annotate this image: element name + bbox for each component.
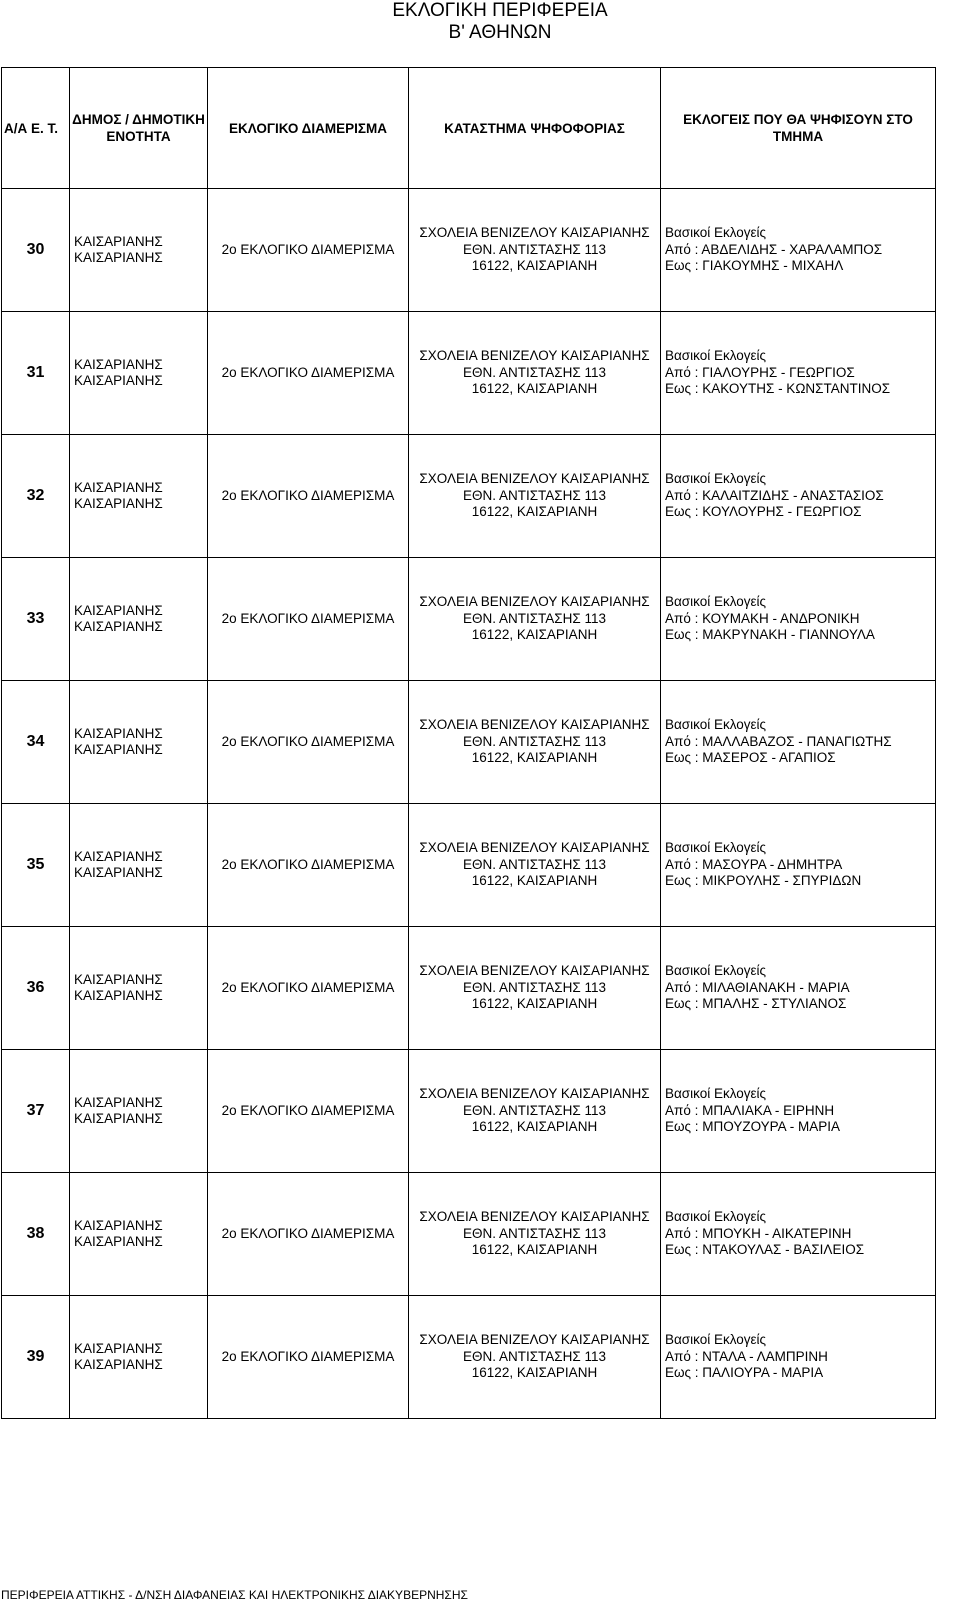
station-address: ΕΘΝ. ΑΝΤΙΣΤΑΣΗΣ 113 xyxy=(462,979,607,995)
municipality-cell xyxy=(70,927,208,1050)
district-cell: 2ο ΕΚΛΟΓΙΚΟ ΔΙΑΜΕΡΙΣΜΑ xyxy=(208,927,409,1050)
municipal-unit-name: ΚΑΙΣΑΡΙΑΝΗΣ xyxy=(74,496,163,511)
station-cell xyxy=(409,927,661,1050)
station-address: ΕΘΝ. ΑΝΤΙΣΤΑΣΗΣ 113 xyxy=(462,610,607,626)
page-footer: ΠΕΡΙΦΕΡΕΙΑ ΑΤΤΙΚΗΣ - Δ/ΝΣΗ ΔΙΑΦΑΝΕΙΑΣ ΚΑΙ ΗΛΕΚΤΡΟΝΙΚΗΣ ΔΙΑΚΥΒΕΡΝΗΣΗΣ xyxy=(1,1588,468,1602)
station-address: ΕΘΝ. ΑΝΤΙΣΤΑΣΗΣ 113 xyxy=(462,1225,607,1241)
voters-type: Βασικοί Εκλογείς xyxy=(665,840,767,856)
station-cell xyxy=(409,558,661,681)
table-row xyxy=(2,804,936,927)
voters-from: Από : ΜΑΛΛΑΒΑΖΟΣ - ΠΑΝΑΓΙΩΤΗΣ xyxy=(665,733,892,749)
station-name: ΣΧΟΛΕΙΑ ΒΕΝΙΖΕΛΟΥ ΚΑΙΣΑΡΙΑΝΗΣ xyxy=(419,225,650,241)
municipality-name: ΚΑΙΣΑΡΙΑΝΗΣ xyxy=(74,602,163,618)
municipality-cell xyxy=(70,312,208,435)
station-postcode: 16122, ΚΑΙΣΑΡΙΑΝΗ xyxy=(471,1242,598,1258)
column-header-voters: ΕΚΛΟΓΕΙΣ ΠΟΥ ΘΑ ΨΗΦΙΣΟΥΝ ΣΤΟ ΤΜΗΜΑ xyxy=(661,68,936,189)
municipality-cell xyxy=(70,558,208,681)
station-name: ΣΧΟΛΕΙΑ ΒΕΝΙΖΕΛΟΥ ΚΑΙΣΑΡΙΑΝΗΣ xyxy=(419,471,650,487)
voters-from: Από : ΜΑΣΟΥΡΑ - ΔΗΜΗΤΡΑ xyxy=(665,856,843,872)
voters-cell xyxy=(661,189,936,312)
station-address: ΕΘΝ. ΑΝΤΙΣΤΑΣΗΣ 113 xyxy=(462,856,607,872)
voters-type: Βασικοί Εκλογείς xyxy=(665,1209,767,1225)
station-name: ΣΧΟΛΕΙΑ ΒΕΝΙΖΕΛΟΥ ΚΑΙΣΑΡΙΑΝΗΣ xyxy=(419,1209,650,1225)
municipality-name: ΚΑΙΣΑΡΙΑΝΗΣ xyxy=(74,971,163,987)
table-row xyxy=(2,1050,936,1173)
municipality-name: ΚΑΙΣΑΡΙΑΝΗΣ xyxy=(74,479,163,495)
voters-type: Βασικοί Εκλογείς xyxy=(665,594,767,610)
district-cell: 2ο ΕΚΛΟΓΙΚΟ ΔΙΑΜΕΡΙΣΜΑ xyxy=(208,1296,409,1419)
municipality-name: ΚΑΙΣΑΡΙΑΝΗΣ xyxy=(74,1340,163,1356)
page-title-line1: ΕΚΛΟΓΙΚΗ ΠΕΡΙΦΕΡΕΙΑ xyxy=(392,0,608,21)
table-row xyxy=(2,312,936,435)
station-address: ΕΘΝ. ΑΝΤΙΣΤΑΣΗΣ 113 xyxy=(462,364,607,380)
row-number: 38 xyxy=(2,1173,70,1296)
municipality-cell xyxy=(70,189,208,312)
voters-from: Από : ΓΙΑΛΟΥΡΗΣ - ΓΕΩΡΓΙΟΣ xyxy=(665,364,855,380)
station-address: ΕΘΝ. ΑΝΤΙΣΤΑΣΗΣ 113 xyxy=(462,1348,607,1364)
voters-cell xyxy=(661,1173,936,1296)
row-number: 35 xyxy=(2,804,70,927)
voters-type: Βασικοί Εκλογείς xyxy=(665,717,767,733)
municipal-unit-name: ΚΑΙΣΑΡΙΑΝΗΣ xyxy=(74,1111,163,1126)
voters-to: Εως : ΜΑΚΡΥΝΑΚΗ - ΓΙΑΝΝΟΥΛΑ xyxy=(665,627,875,643)
voters-cell xyxy=(661,312,936,435)
column-header-station: ΚΑΤΑΣΤΗΜΑ ΨΗΦΟΦΟΡΙΑΣ xyxy=(409,68,661,189)
voters-to: Εως : ΜΠΑΛΗΣ - ΣΤΥΛΙΑΝΟΣ xyxy=(665,996,847,1012)
row-number: 37 xyxy=(2,1050,70,1173)
voters-to: Εως : ΝΤΑΚΟΥΛΑΣ - ΒΑΣΙΛΕΙΟΣ xyxy=(665,1242,865,1258)
station-cell xyxy=(409,1296,661,1419)
municipal-unit-name: ΚΑΙΣΑΡΙΑΝΗΣ xyxy=(74,373,163,388)
station-postcode: 16122, ΚΑΙΣΑΡΙΑΝΗ xyxy=(471,996,598,1012)
voters-from: Από : ΑΒΔΕΛΙΔΗΣ - ΧΑΡΑΛΑΜΠΟΣ xyxy=(665,241,883,257)
station-cell xyxy=(409,1050,661,1173)
station-address: ΕΘΝ. ΑΝΤΙΣΤΑΣΗΣ 113 xyxy=(462,241,607,257)
station-postcode: 16122, ΚΑΙΣΑΡΙΑΝΗ xyxy=(471,1119,598,1135)
voters-to: Εως : ΚΟΥΛΟΥΡΗΣ - ΓΕΩΡΓΙΟΣ xyxy=(665,504,862,520)
voters-to: Εως : ΜΑΣΕΡΟΣ - ΑΓΑΠΙΟΣ xyxy=(665,750,836,766)
district-cell: 2ο ΕΚΛΟΓΙΚΟ ΔΙΑΜΕΡΙΣΜΑ xyxy=(208,1050,409,1173)
voters-from: Από : ΜΠΟΥΚΗ - ΑΙΚΑΤΕΡΙΝΗ xyxy=(665,1225,852,1241)
municipal-unit-name: ΚΑΙΣΑΡΙΑΝΗΣ xyxy=(74,1234,163,1249)
station-address: ΕΘΝ. ΑΝΤΙΣΤΑΣΗΣ 113 xyxy=(462,733,607,749)
table-row xyxy=(2,1173,936,1296)
station-name: ΣΧΟΛΕΙΑ ΒΕΝΙΖΕΛΟΥ ΚΑΙΣΑΡΙΑΝΗΣ xyxy=(419,963,650,979)
municipality-name: ΚΑΙΣΑΡΙΑΝΗΣ xyxy=(74,1094,163,1110)
station-postcode: 16122, ΚΑΙΣΑΡΙΑΝΗ xyxy=(471,627,598,643)
voters-type: Βασικοί Εκλογείς xyxy=(665,225,767,241)
district-cell: 2ο ΕΚΛΟΓΙΚΟ ΔΙΑΜΕΡΙΣΜΑ xyxy=(208,681,409,804)
row-number: 39 xyxy=(2,1296,70,1419)
district-cell: 2ο ΕΚΛΟΓΙΚΟ ΔΙΑΜΕΡΙΣΜΑ xyxy=(208,189,409,312)
voters-type: Βασικοί Εκλογείς xyxy=(665,1332,767,1348)
voters-cell xyxy=(661,435,936,558)
voters-type: Βασικοί Εκλογείς xyxy=(665,471,767,487)
voters-type: Βασικοί Εκλογείς xyxy=(665,963,767,979)
station-cell xyxy=(409,804,661,927)
municipality-name: ΚΑΙΣΑΡΙΑΝΗΣ xyxy=(74,1217,163,1233)
voters-cell xyxy=(661,927,936,1050)
municipality-name: ΚΑΙΣΑΡΙΑΝΗΣ xyxy=(74,848,163,864)
page-title xyxy=(0,0,960,44)
voters-to: Εως : ΚΑΚΟΥΤΗΣ - ΚΩΝΣΤΑΝΤΙΝΟΣ xyxy=(665,381,891,397)
station-name: ΣΧΟΛΕΙΑ ΒΕΝΙΖΕΛΟΥ ΚΑΙΣΑΡΙΑΝΗΣ xyxy=(419,594,650,610)
station-cell xyxy=(409,312,661,435)
polling-stations-table xyxy=(1,67,936,1419)
station-name: ΣΧΟΛΕΙΑ ΒΕΝΙΖΕΛΟΥ ΚΑΙΣΑΡΙΑΝΗΣ xyxy=(419,717,650,733)
table-row xyxy=(2,1296,936,1419)
station-cell xyxy=(409,1173,661,1296)
row-number: 34 xyxy=(2,681,70,804)
row-number: 33 xyxy=(2,558,70,681)
voters-cell xyxy=(661,1296,936,1419)
voters-from: Από : ΚΑΛΑΙΤΖΙΔΗΣ - ΑΝΑΣΤΑΣΙΟΣ xyxy=(665,487,884,503)
station-cell xyxy=(409,189,661,312)
page-title-line2: Β' ΑΘΗΝΩΝ xyxy=(448,22,552,43)
row-number: 36 xyxy=(2,927,70,1050)
station-cell xyxy=(409,681,661,804)
district-cell: 2ο ΕΚΛΟΓΙΚΟ ΔΙΑΜΕΡΙΣΜΑ xyxy=(208,1173,409,1296)
station-name: ΣΧΟΛΕΙΑ ΒΕΝΙΖΕΛΟΥ ΚΑΙΣΑΡΙΑΝΗΣ xyxy=(419,840,650,856)
table-row xyxy=(2,681,936,804)
voters-cell xyxy=(661,681,936,804)
station-postcode: 16122, ΚΑΙΣΑΡΙΑΝΗ xyxy=(471,1365,598,1381)
table-row xyxy=(2,189,936,312)
municipal-unit-name: ΚΑΙΣΑΡΙΑΝΗΣ xyxy=(74,865,163,880)
voters-to: Εως : ΜΠΟΥΖΟΥΡΑ - ΜΑΡΙΑ xyxy=(665,1119,840,1135)
table-row xyxy=(2,927,936,1050)
voters-from: Από : ΜΙΛΑΘΙΑΝΑΚΗ - ΜΑΡΙΑ xyxy=(665,979,850,995)
station-cell xyxy=(409,435,661,558)
station-postcode: 16122, ΚΑΙΣΑΡΙΑΝΗ xyxy=(471,504,598,520)
column-header-municipality: ΔΗΜΟΣ / ΔΗΜΟΤΙΚΗ ΕΝΟΤΗΤΑ xyxy=(70,68,208,189)
station-address: ΕΘΝ. ΑΝΤΙΣΤΑΣΗΣ 113 xyxy=(462,487,607,503)
voters-from: Από : ΜΠΑΛΙΑΚΑ - ΕΙΡΗΝΗ xyxy=(665,1102,835,1118)
row-number: 31 xyxy=(2,312,70,435)
municipality-cell xyxy=(70,435,208,558)
municipality-name: ΚΑΙΣΑΡΙΑΝΗΣ xyxy=(74,233,163,249)
municipal-unit-name: ΚΑΙΣΑΡΙΑΝΗΣ xyxy=(74,619,163,634)
municipal-unit-name: ΚΑΙΣΑΡΙΑΝΗΣ xyxy=(74,988,163,1003)
voters-to: Εως : ΠΑΛΙΟΥΡΑ - ΜΑΡΙΑ xyxy=(665,1365,824,1381)
district-cell: 2ο ΕΚΛΟΓΙΚΟ ΔΙΑΜΕΡΙΣΜΑ xyxy=(208,312,409,435)
station-name: ΣΧΟΛΕΙΑ ΒΕΝΙΖΕΛΟΥ ΚΑΙΣΑΡΙΑΝΗΣ xyxy=(419,1332,650,1348)
district-cell: 2ο ΕΚΛΟΓΙΚΟ ΔΙΑΜΕΡΙΣΜΑ xyxy=(208,804,409,927)
municipality-cell xyxy=(70,681,208,804)
voters-cell xyxy=(661,1050,936,1173)
station-postcode: 16122, ΚΑΙΣΑΡΙΑΝΗ xyxy=(471,258,598,274)
voters-type: Βασικοί Εκλογείς xyxy=(665,348,767,364)
district-cell: 2ο ΕΚΛΟΓΙΚΟ ΔΙΑΜΕΡΙΣΜΑ xyxy=(208,558,409,681)
municipality-cell xyxy=(70,1050,208,1173)
table-row xyxy=(2,558,936,681)
station-name: ΣΧΟΛΕΙΑ ΒΕΝΙΖΕΛΟΥ ΚΑΙΣΑΡΙΑΝΗΣ xyxy=(419,348,650,364)
column-header-aa: Α/Α Ε. Τ. xyxy=(2,68,70,189)
station-name: ΣΧΟΛΕΙΑ ΒΕΝΙΖΕΛΟΥ ΚΑΙΣΑΡΙΑΝΗΣ xyxy=(419,1086,650,1102)
row-number: 30 xyxy=(2,189,70,312)
station-address: ΕΘΝ. ΑΝΤΙΣΤΑΣΗΣ 113 xyxy=(462,1102,607,1118)
municipal-unit-name: ΚΑΙΣΑΡΙΑΝΗΣ xyxy=(74,1357,163,1372)
municipality-cell xyxy=(70,1296,208,1419)
table-row xyxy=(2,435,936,558)
voters-type: Βασικοί Εκλογείς xyxy=(665,1086,767,1102)
district-cell: 2ο ΕΚΛΟΓΙΚΟ ΔΙΑΜΕΡΙΣΜΑ xyxy=(208,435,409,558)
voters-from: Από : ΝΤΑΛΑ - ΛΑΜΠΡΙΝΗ xyxy=(665,1348,828,1364)
column-header-district: ΕΚΛΟΓΙΚΟ ΔΙΑΜΕΡΙΣΜΑ xyxy=(208,68,409,189)
table-header-row xyxy=(2,68,936,189)
municipality-name: ΚΑΙΣΑΡΙΑΝΗΣ xyxy=(74,356,163,372)
municipality-name: ΚΑΙΣΑΡΙΑΝΗΣ xyxy=(74,725,163,741)
municipality-cell xyxy=(70,1173,208,1296)
municipal-unit-name: ΚΑΙΣΑΡΙΑΝΗΣ xyxy=(74,742,163,757)
voters-cell xyxy=(661,558,936,681)
municipal-unit-name: ΚΑΙΣΑΡΙΑΝΗΣ xyxy=(74,250,163,265)
municipality-cell xyxy=(70,804,208,927)
row-number: 32 xyxy=(2,435,70,558)
voters-cell xyxy=(661,804,936,927)
station-postcode: 16122, ΚΑΙΣΑΡΙΑΝΗ xyxy=(471,873,598,889)
voters-to: Εως : ΜΙΚΡΟΥΛΗΣ - ΣΠΥΡΙΔΩΝ xyxy=(665,873,862,889)
voters-from: Από : ΚΟΥΜΑΚΗ - ΑΝΔΡΟΝΙΚΗ xyxy=(665,610,860,626)
station-postcode: 16122, ΚΑΙΣΑΡΙΑΝΗ xyxy=(471,381,598,397)
voters-to: Εως : ΓΙΑΚΟΥΜΗΣ - ΜΙΧΑΗΛ xyxy=(665,258,844,274)
station-postcode: 16122, ΚΑΙΣΑΡΙΑΝΗ xyxy=(471,750,598,766)
